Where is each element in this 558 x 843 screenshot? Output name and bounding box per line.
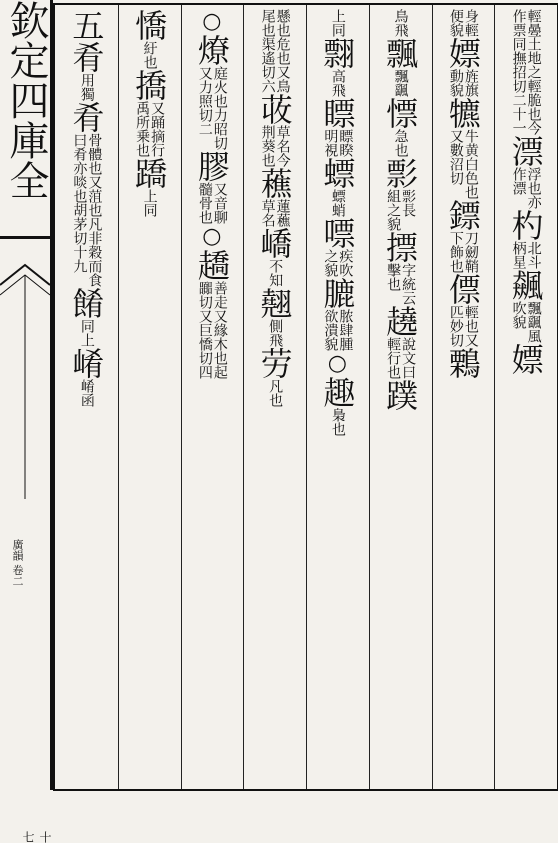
annotation: 說文曰 輕行也 — [385, 337, 417, 379]
annotation: 刀劒鞘 下飾也 — [447, 231, 479, 273]
headword: 嶠 — [255, 227, 294, 259]
headword: 蹻 — [130, 157, 169, 189]
annotation: 疾吹 之貌 — [322, 249, 354, 277]
text-column — [310, 9, 365, 785]
annotation: 紆也 — [141, 41, 158, 69]
column-rule — [306, 5, 307, 789]
column-rule — [494, 5, 495, 789]
margin-fishtail-icon — [0, 239, 50, 790]
annotation: 飄颻風 吹貌 — [510, 301, 542, 343]
annotation: 不知 — [267, 259, 284, 287]
headword: 鷅 — [443, 347, 482, 379]
annotation: 善走又緣木也起 嚻切又巨憍切四 — [196, 281, 228, 379]
annotation: 用獨 — [78, 73, 95, 101]
text-column — [122, 9, 177, 785]
annotation: 懸也危也又鳥 尾也渠遙切六 — [259, 9, 291, 93]
column-rule — [432, 5, 433, 789]
headword: 蹼 — [381, 379, 420, 411]
column-rule — [243, 5, 244, 789]
text-column — [436, 9, 491, 785]
headword: 劳 — [255, 347, 294, 379]
annotation: 又踊摘行 禹所乗也 — [134, 101, 166, 157]
headword: 翹 — [255, 287, 294, 319]
headword: 慓 — [381, 97, 420, 129]
annotation: 上同 — [329, 9, 346, 37]
headword: 餚 — [67, 287, 106, 319]
annotation: 彯長 組之貌 — [385, 189, 417, 231]
headword: 肴 — [67, 101, 106, 133]
headword: 摽 — [381, 231, 420, 263]
annotation: 浮也亦 作漂 — [510, 167, 542, 209]
headword: 趫 — [192, 249, 231, 281]
book-title: 欽定四庫全 — [0, 0, 53, 239]
headword: 嘌 — [318, 217, 357, 249]
headword: 漂 — [506, 135, 545, 167]
headword: 荍 — [255, 93, 294, 125]
headword: 鏢 — [443, 199, 482, 231]
annotation: 字統云 擊也 — [385, 263, 417, 305]
annotation: 急也 — [392, 129, 409, 157]
headword: 燎 — [192, 34, 231, 66]
annotation: 蓮藮 草名 — [259, 199, 291, 227]
annotation: 庭火也力昭切 又力照切二 — [196, 66, 228, 150]
headword: 肴 — [67, 41, 106, 73]
section-label: 廣韻 卷二 — [11, 539, 24, 587]
headword: 飄 — [381, 37, 420, 69]
annotation: 牛黄白色也 又數沼切 — [447, 129, 479, 199]
annotation: 輕也又 匹妙切 — [447, 305, 479, 347]
headword: 嫖 — [506, 343, 545, 375]
text-column — [247, 9, 302, 785]
headword: 嫖 — [443, 37, 482, 69]
headword: 崤 — [67, 347, 106, 379]
headword: 膠 — [192, 150, 231, 182]
headword: 藮 — [255, 167, 294, 199]
annotation: 脓肆腫 欲潰貌 — [322, 309, 354, 351]
headword: 撟 — [130, 69, 169, 101]
headword: 螵 — [318, 157, 357, 189]
annotation: 草名今 荆葵也 — [259, 125, 291, 167]
text-column — [59, 9, 114, 785]
annotation: 輕㬪土地之輕脆也今 作票同撫招切二十一 — [510, 9, 542, 135]
annotation: 北斗 柄星 — [510, 241, 542, 269]
headword: 飆 — [506, 269, 545, 301]
annotation: 骨體也又菹也凡非穀而食 曰肴亦啖也胡茅切十九 — [71, 133, 103, 287]
headword: 彯 — [381, 157, 420, 189]
annotation: 側飛 — [267, 319, 284, 347]
circle-mark: ○ — [199, 9, 225, 34]
headword: 憍 — [130, 9, 169, 41]
headword: 僄 — [443, 273, 482, 305]
headword: 杓 — [506, 209, 545, 241]
column-rule — [369, 5, 370, 789]
annotation: 瞟睽 明視 — [322, 129, 354, 157]
column-rule — [118, 5, 119, 789]
text-column — [185, 9, 240, 785]
annotation: 同上 — [78, 319, 95, 347]
headword: 犥 — [443, 97, 482, 129]
annotation: 崤函 — [78, 379, 95, 407]
annotation: 旌旗 動貌 — [447, 69, 479, 97]
annotation: 高飛 — [329, 69, 346, 97]
headword: 瞟 — [318, 97, 357, 129]
circle-mark: ○ — [199, 224, 225, 249]
column-rule — [181, 5, 182, 789]
headword: 翲 — [318, 37, 357, 69]
annotation: 螵蛸 — [329, 189, 346, 217]
headword: 五 — [67, 9, 106, 41]
annotation: 身輕 便貌 — [447, 9, 479, 37]
annotation: 上同 — [141, 189, 158, 217]
annotation: 鳥飛 — [392, 9, 409, 37]
annotation: 梟也 — [329, 408, 346, 436]
annotation: 飄颻 — [392, 69, 409, 97]
headword: 趣 — [318, 376, 357, 408]
leaf-number: 十七 — [21, 831, 52, 843]
text-column — [373, 9, 428, 785]
annotation: 又音聊 髓骨也 — [196, 182, 228, 224]
margin-tab — [0, 239, 53, 843]
annotation: 凡也 — [267, 379, 284, 407]
headword: 膔 — [318, 277, 357, 309]
text-column — [498, 9, 553, 785]
headword: 趬 — [381, 305, 420, 337]
text-frame — [53, 3, 558, 791]
circle-mark: ○ — [324, 351, 350, 376]
